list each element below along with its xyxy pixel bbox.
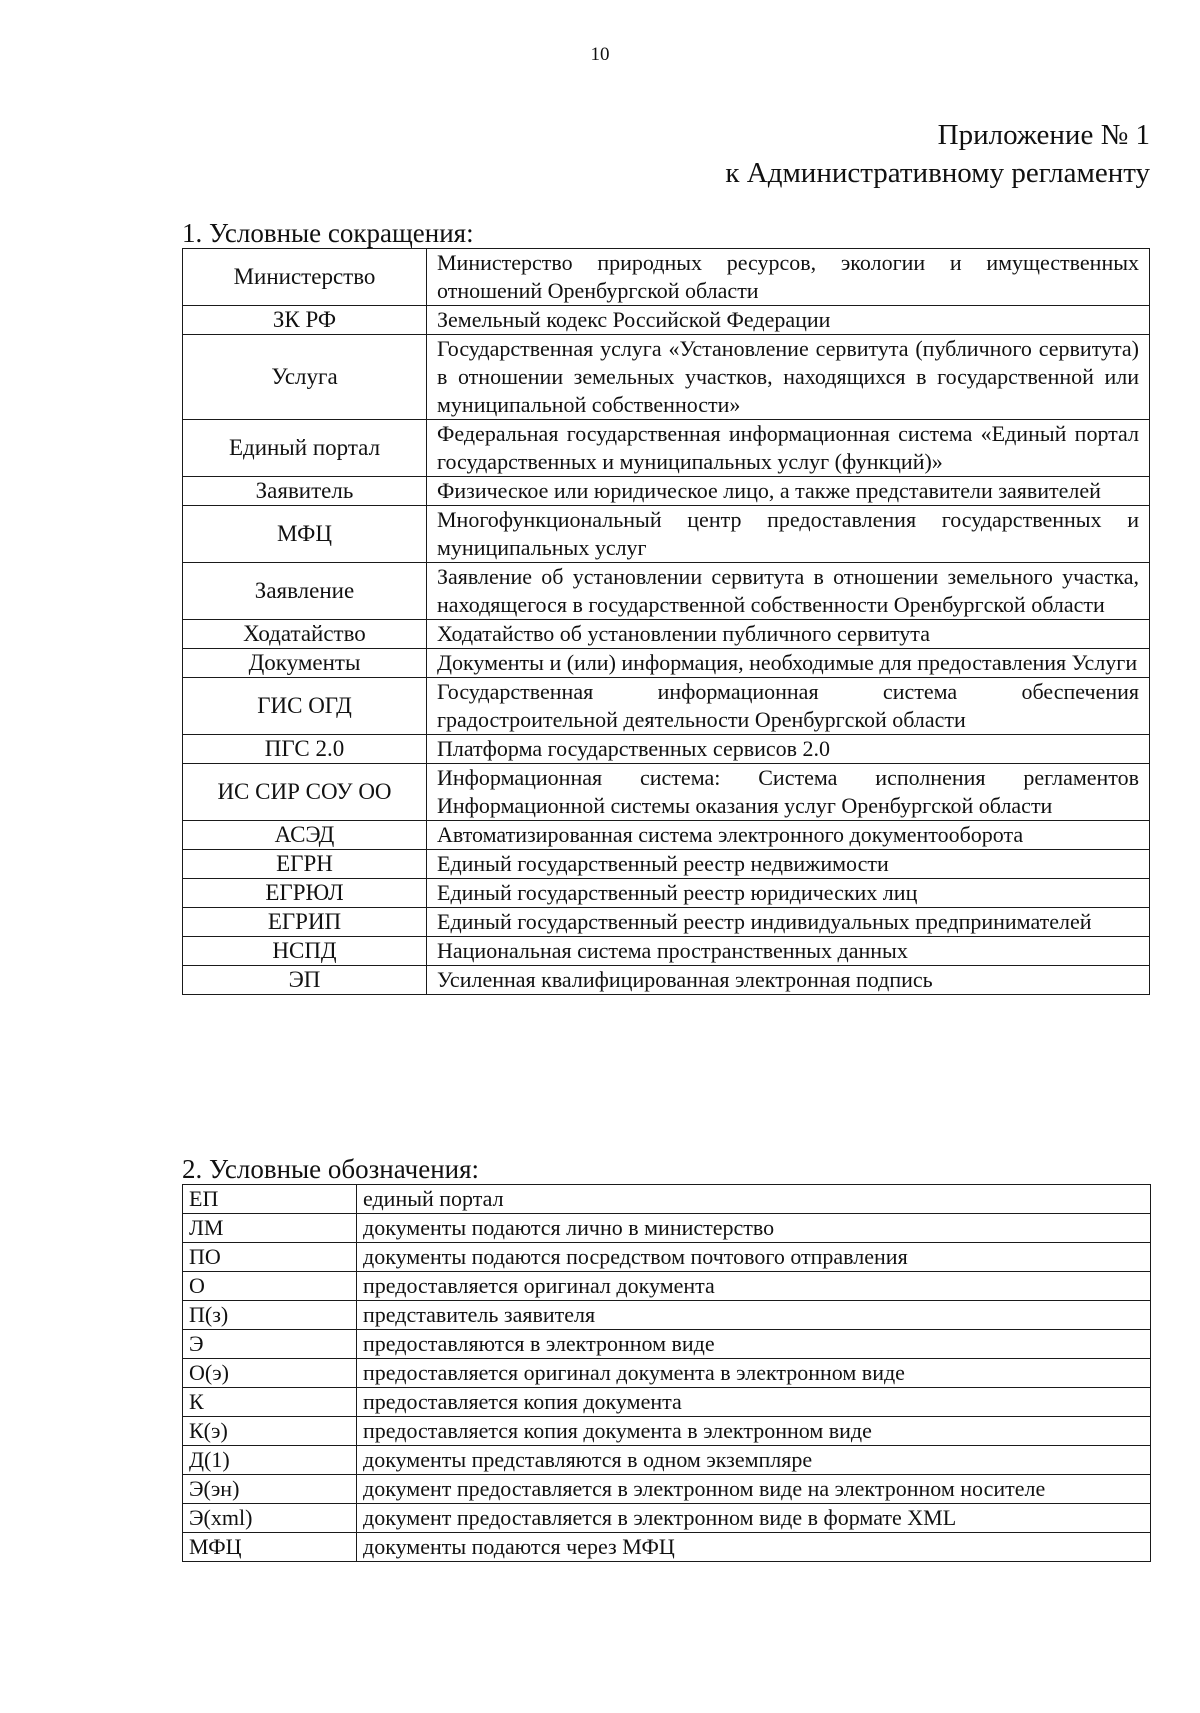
table-row xyxy=(183,966,1150,995)
legend-meaning: представитель заявителя xyxy=(357,1301,1151,1330)
abbreviation-term: ИС СИР СОУ ОО xyxy=(183,764,427,821)
abbreviation-definition: Земельный кодекс Российской Федерации xyxy=(427,306,1150,335)
table-row xyxy=(183,850,1150,879)
appendix-reference: к Административному регламенту xyxy=(725,157,1150,189)
page-number: 10 xyxy=(590,44,610,65)
abbreviation-definition: Единый государственный реестр юридических лиц xyxy=(427,879,1150,908)
table-row xyxy=(183,1359,1151,1388)
appendix-number: Приложение № 1 xyxy=(937,119,1150,151)
table-row xyxy=(183,1301,1151,1330)
legend-code: ЛМ xyxy=(183,1214,357,1243)
abbreviation-term: Услуга xyxy=(183,335,427,420)
abbreviation-term: НСПД xyxy=(183,937,427,966)
table-row xyxy=(183,249,1150,306)
abbreviation-definition: Автоматизированная система электронного документооборота xyxy=(427,821,1150,850)
abbreviation-definition: Государственная информационная система обеспечения градостроительной деятельности Оренбургской области xyxy=(427,678,1150,735)
table-row xyxy=(183,1272,1151,1301)
legend-meaning: предоставляется оригинал документа xyxy=(357,1272,1151,1301)
abbreviations-table xyxy=(182,248,1150,995)
abbreviation-definition: Ходатайство об установлении публичного сервитута xyxy=(427,620,1150,649)
legend-code: О xyxy=(183,1272,357,1301)
legend-meaning: предоставляется копия документа xyxy=(357,1388,1151,1417)
legend-code: П(з) xyxy=(183,1301,357,1330)
legend-code: МФЦ xyxy=(183,1533,357,1562)
table-row xyxy=(183,306,1150,335)
abbreviation-term: ЕГРЮЛ xyxy=(183,879,427,908)
table-row xyxy=(183,506,1150,563)
abbreviation-definition: Усиленная квалифицированная электронная подпись xyxy=(427,966,1150,995)
abbreviation-definition: Единый государственный реестр недвижимости xyxy=(427,850,1150,879)
table-row xyxy=(183,1330,1151,1359)
abbreviation-definition: Заявление об установлении сервитута в отношении земельного участка, находящегося в государственной собственности Оренбургской области xyxy=(427,563,1150,620)
abbreviation-term: ЕГРН xyxy=(183,850,427,879)
abbreviation-definition: Физическое или юридическое лицо, а также представители заявителей xyxy=(427,477,1150,506)
table-row xyxy=(183,1446,1151,1475)
legend-meaning: документы подаются лично в министерство xyxy=(357,1214,1151,1243)
abbreviation-term: ЗК РФ xyxy=(183,306,427,335)
abbreviation-definition: Национальная система пространственных данных xyxy=(427,937,1150,966)
abbreviation-term: Заявитель xyxy=(183,477,427,506)
legend-meaning: документы представляются в одном экземпляре xyxy=(357,1446,1151,1475)
table-row xyxy=(183,1243,1151,1272)
abbreviation-term: Документы xyxy=(183,649,427,678)
table-row xyxy=(183,735,1150,764)
abbreviation-term: Ходатайство xyxy=(183,620,427,649)
table-row xyxy=(183,821,1150,850)
abbreviation-definition: Министерство природных ресурсов, экологии и имущественных отношений Оренбургской области xyxy=(427,249,1150,306)
abbreviations-section-title: 1. Условные сокращения: xyxy=(182,218,474,248)
abbreviation-definition: Информационная система: Система исполнения регламентов Информационной системы оказания услуг Оренбургской области xyxy=(427,764,1150,821)
legend-code: ЕП xyxy=(183,1185,357,1214)
abbreviation-term: ЭП xyxy=(183,966,427,995)
abbreviation-term: Единый портал xyxy=(183,420,427,477)
legend-code: ПО xyxy=(183,1243,357,1272)
legend-code: К(э) xyxy=(183,1417,357,1446)
legend-code: О(э) xyxy=(183,1359,357,1388)
table-row xyxy=(183,678,1150,735)
legend-table xyxy=(182,1184,1151,1562)
legend-meaning: единый портал xyxy=(357,1185,1151,1214)
table-row xyxy=(183,620,1150,649)
table-row xyxy=(183,879,1150,908)
table-row xyxy=(183,764,1150,821)
abbreviation-definition: Платформа государственных сервисов 2.0 xyxy=(427,735,1150,764)
abbreviation-definition: Государственная услуга «Установление сервитута (публичного сервитута) в отношении земельных участков, находящихся в государственной или муниципальной собственности» xyxy=(427,335,1150,420)
abbreviation-term: АСЭД xyxy=(183,821,427,850)
legend-meaning: предоставляется копия документа в электронном виде xyxy=(357,1417,1151,1446)
legend-code: Д(1) xyxy=(183,1446,357,1475)
legend-section-title: 2. Условные обозначения: xyxy=(182,1154,480,1184)
table-row xyxy=(183,1214,1151,1243)
abbreviation-definition: Федеральная государственная информационная система «Единый портал государственных и муниципальных услуг (функций)» xyxy=(427,420,1150,477)
legend-code: Э xyxy=(183,1330,357,1359)
abbreviation-definition: Единый государственный реестр индивидуальных предпринимателей xyxy=(427,908,1150,937)
appendix-heading xyxy=(725,116,1150,192)
table-row xyxy=(183,1533,1151,1562)
table-row xyxy=(183,908,1150,937)
legend-code: К xyxy=(183,1388,357,1417)
abbreviation-definition: Документы и (или) информация, необходимые для предоставления Услуги xyxy=(427,649,1150,678)
table-row xyxy=(183,1388,1151,1417)
legend-code: Э(xml) xyxy=(183,1504,357,1533)
legend-meaning: предоставляется оригинал документа в электронном виде xyxy=(357,1359,1151,1388)
table-row xyxy=(183,335,1150,420)
abbreviation-term: ПГС 2.0 xyxy=(183,735,427,764)
legend-meaning: документ предоставляется в электронном виде в формате XML xyxy=(357,1504,1151,1533)
abbreviation-term: ЕГРИП xyxy=(183,908,427,937)
table-row xyxy=(183,420,1150,477)
table-row xyxy=(183,563,1150,620)
table-row xyxy=(183,1504,1151,1533)
table-row xyxy=(183,1417,1151,1446)
table-row xyxy=(183,937,1150,966)
abbreviation-term: Министерство xyxy=(183,249,427,306)
legend-meaning: документ предоставляется в электронном виде на электронном носителе xyxy=(357,1475,1151,1504)
legend-meaning: документы подаются посредством почтового отправления xyxy=(357,1243,1151,1272)
table-row xyxy=(183,1185,1151,1214)
abbreviation-term: Заявление xyxy=(183,563,427,620)
table-row xyxy=(183,1475,1151,1504)
legend-code: Э(эн) xyxy=(183,1475,357,1504)
abbreviation-term: ГИС ОГД xyxy=(183,678,427,735)
table-row xyxy=(183,649,1150,678)
table-row xyxy=(183,477,1150,506)
legend-meaning: предоставляются в электронном виде xyxy=(357,1330,1151,1359)
legend-meaning: документы подаются через МФЦ xyxy=(357,1533,1151,1562)
abbreviation-definition: Многофункциональный центр предоставления государственных и муниципальных услуг xyxy=(427,506,1150,563)
abbreviation-term: МФЦ xyxy=(183,506,427,563)
